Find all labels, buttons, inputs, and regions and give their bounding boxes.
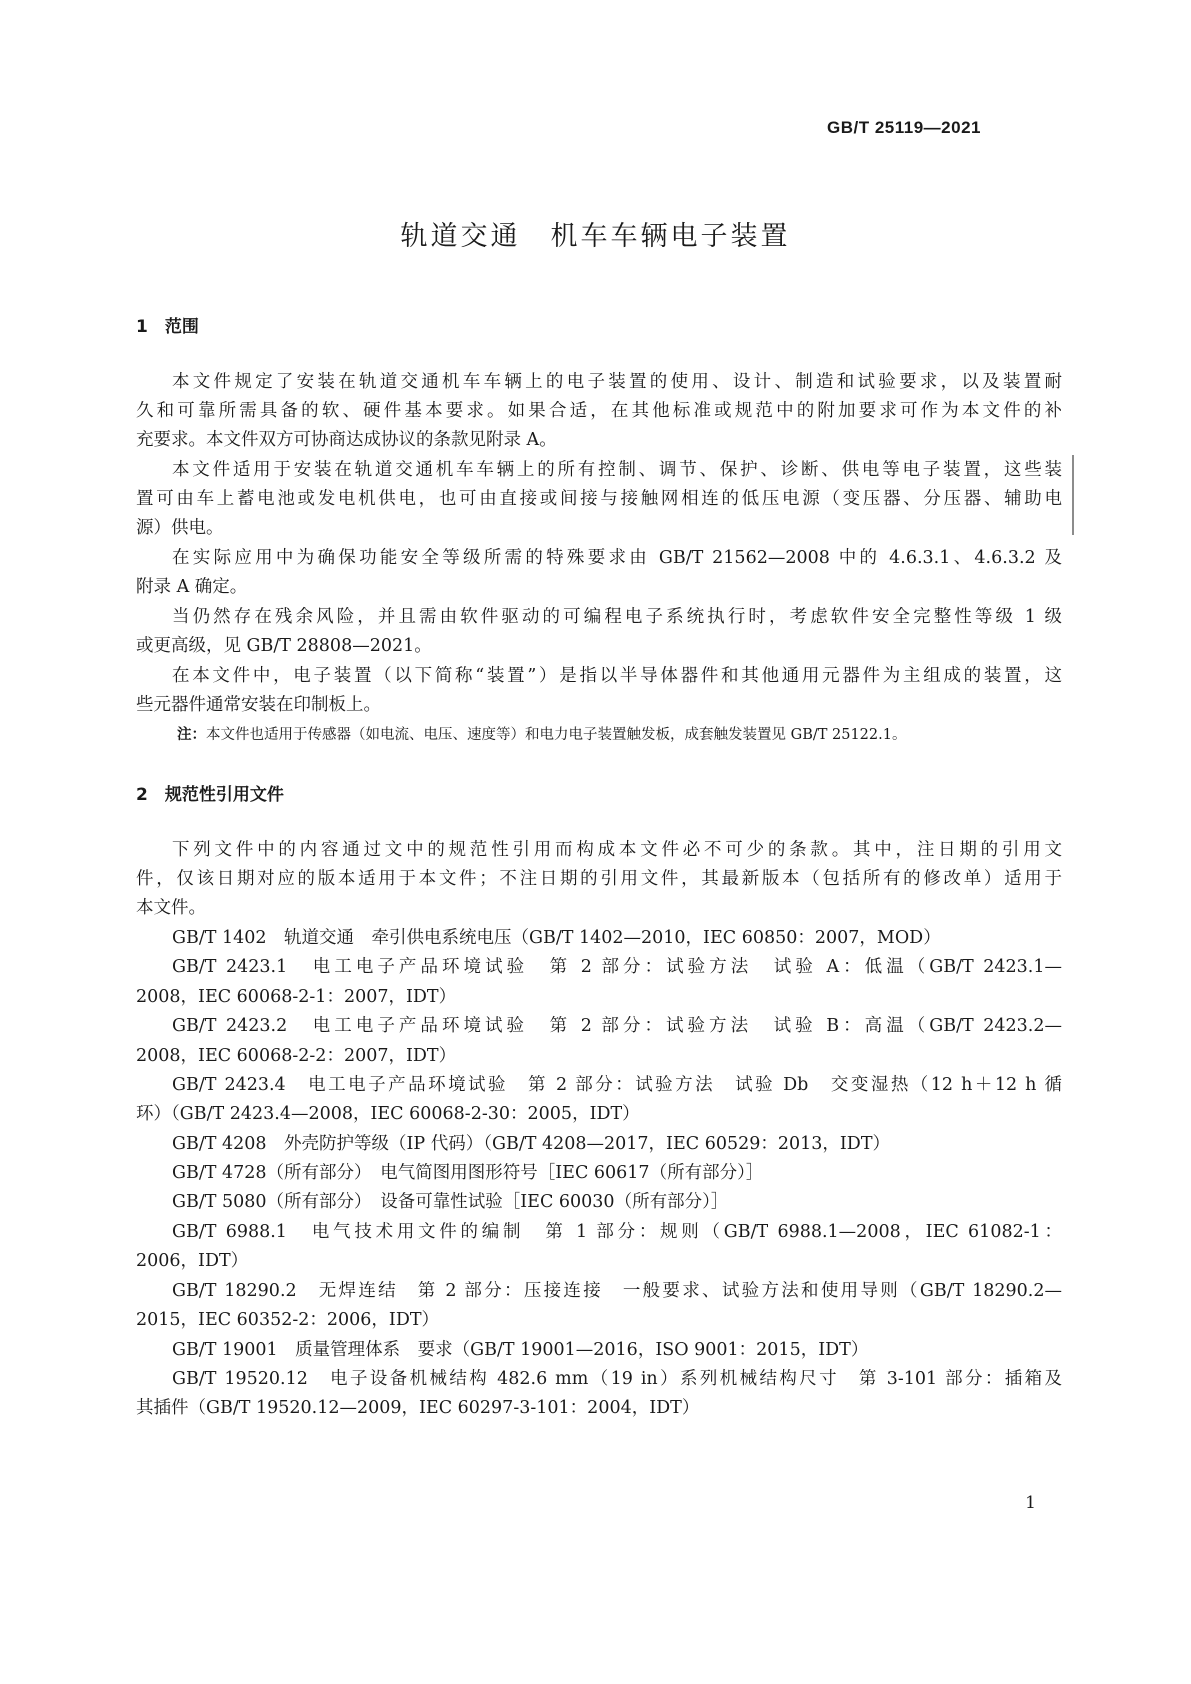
section-1-heading: 1 范围 <box>136 317 199 337</box>
page-number: 1 <box>1025 1493 1036 1513</box>
scope-line: 充要求。本文件双方可协商达成协议的条款见附录 A。 <box>136 430 557 450</box>
reference-line: 下列文件中的内容通过文中的规范性引用而构成本文件必不可少的条款。其中，注日期的引用文 <box>172 840 1062 860</box>
reference-line: 件，仅该日期对应的版本适用于本文件；不注日期的引用文件，其最新版本（包括所有的修改单）适用于 <box>136 869 1062 889</box>
change-marker <box>1072 455 1074 535</box>
reference-line: 2008，IEC 60068-2-1：2007，IDT） <box>136 987 457 1007</box>
scope-line: 或更高级，见 GB/T 28808—2021。 <box>136 636 432 656</box>
reference-line: GB/T 19001 质量管理体系 要求（GB/T 19001—2016，ISO 9001：2015，IDT） <box>172 1340 869 1360</box>
standard-number: GB/T 25119—2021 <box>827 118 981 137</box>
scope-line: 源）供电。 <box>136 518 224 538</box>
reference-line: 2006，IDT） <box>136 1251 249 1271</box>
scope-line: 在本文件中，电子装置（以下简称“装置”）是指以半导体器件和其他通用元器件为主组成的装置，这 <box>172 666 1062 686</box>
scope-line: 久和可靠所需具备的软、硬件基本要求。如果合适，在其他标准或规范中的附加要求可作为本文件的补 <box>136 401 1062 421</box>
reference-line: GB/T 5080（所有部分） 设备可靠性试验［IEC 60030（所有部分）］ <box>172 1192 729 1212</box>
reference-line: 其插件（GB/T 19520.12—2009，IEC 60297-3-101：2004，IDT） <box>136 1398 700 1418</box>
section-2-heading: 2 规范性引用文件 <box>136 785 284 805</box>
scope-line: 置可由车上蓄电池或发电机供电，也可由直接或间接与接触网相连的低压电源（变压器、分压器、辅助电 <box>136 489 1062 509</box>
reference-line: GB/T 2423.2 电工电子产品环境试验 第 2 部分：试验方法 试验 B：高温（GB/T 2423.2— <box>172 1016 1062 1036</box>
reference-line: GB/T 1402 轨道交通 牵引供电系统电压（GB/T 1402—2010，IEC 60850：2007，MOD） <box>172 928 941 948</box>
reference-line: GB/T 18290.2 无焊连结 第 2 部分：压接连接 一般要求、试验方法和使用导则（GB/T 18290.2— <box>172 1281 1062 1301</box>
scope-note <box>177 723 906 744</box>
scope-line: 本文件适用于安装在轨道交通机车车辆上的所有控制、调节、保护、诊断、供电等电子装置，这些装 <box>172 460 1062 480</box>
reference-line: GB/T 4728（所有部分） 电气简图用图形符号［IEC 60617（所有部分）］ <box>172 1163 764 1183</box>
note-label: 注： <box>177 727 206 743</box>
scope-line: 在实际应用中为确保功能安全等级所需的特殊要求由 GB/T 21562—2008 中的 4.6.3.1、4.6.3.2 及 <box>172 548 1062 568</box>
reference-line: 本文件。 <box>136 898 206 918</box>
reference-line: GB/T 4208 外壳防护等级（IP 代码）（GB/T 4208—2017，IEC 60529：2013，IDT） <box>172 1134 891 1154</box>
scope-line: 附录 A 确定。 <box>136 577 248 597</box>
note-text: 本文件也适用于传感器（如电流、电压、速度等）和电力电子装置触发板，成套触发装置见 GB/T 25122.1。 <box>206 727 907 743</box>
scope-line: 些元器件通常安装在印制板上。 <box>136 695 381 715</box>
reference-line: 环）（GB/T 2423.4—2008，IEC 60068-2-30：2005，IDT） <box>136 1104 640 1124</box>
reference-line: GB/T 2423.4 电工电子产品环境试验 第 2 部分：试验方法 试验 Db 交变湿热（12 h＋12 h 循 <box>172 1075 1062 1095</box>
reference-line: 2015，IEC 60352-2：2006，IDT） <box>136 1310 440 1330</box>
scope-line: 当仍然存在残余风险，并且需由软件驱动的可编程电子系统执行时，考虑软件安全完整性等级 1 级 <box>172 607 1062 627</box>
reference-line: 2008，IEC 60068-2-2：2007，IDT） <box>136 1046 457 1066</box>
reference-line: GB/T 6988.1 电气技术用文件的编制 第 1 部分：规则（GB/T 6988.1—2008，IEC 61082-1： <box>172 1222 1062 1242</box>
document-title: 轨道交通 机车车辆电子装置 <box>400 221 791 252</box>
scope-line: 本文件规定了安装在轨道交通机车车辆上的电子装置的使用、设计、制造和试验要求，以及装置耐 <box>172 372 1062 392</box>
reference-line: GB/T 19520.12 电子设备机械结构 482.6 mm（19 in）系列机械结构尺寸 第 3-101 部分：插箱及 <box>172 1369 1062 1389</box>
reference-line: GB/T 2423.1 电工电子产品环境试验 第 2 部分：试验方法 试验 A：低温（GB/T 2423.1— <box>172 957 1062 977</box>
